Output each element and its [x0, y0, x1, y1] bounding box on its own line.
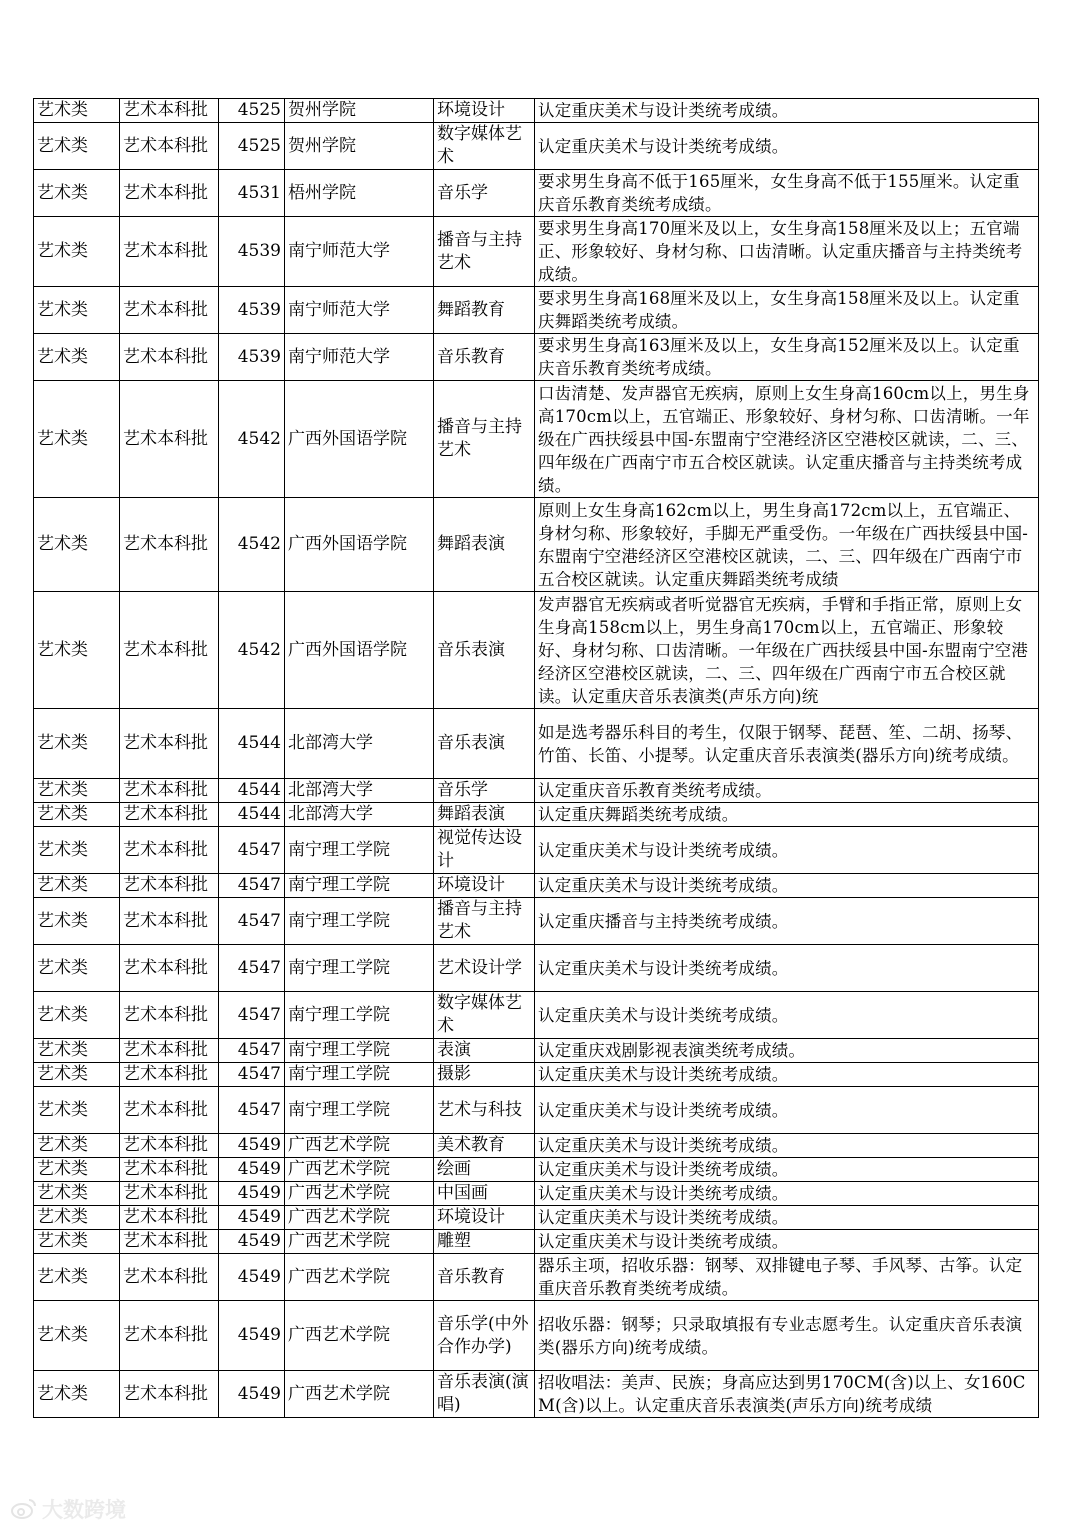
cell-code: 4544	[219, 709, 285, 779]
cell-major: 音乐学	[434, 170, 535, 217]
cell-batch: 艺术本科批	[120, 123, 219, 170]
cell-batch: 艺术本科批	[120, 1182, 219, 1206]
cell-category: 艺术类	[34, 99, 120, 123]
cell-major: 雕塑	[434, 1230, 535, 1254]
cell-category: 艺术类	[34, 874, 120, 898]
cell-batch: 艺术本科批	[120, 827, 219, 874]
cell-notes: 认定重庆美术与设计类统考成绩。	[535, 945, 1039, 992]
cell-code: 4539	[219, 287, 285, 334]
cell-school: 贺州学院	[285, 99, 434, 123]
cell-major: 中国画	[434, 1182, 535, 1206]
cell-school: 南宁理工学院	[285, 827, 434, 874]
cell-notes: 认定重庆美术与设计类统考成绩。	[535, 1230, 1039, 1254]
cell-batch: 艺术本科批	[120, 1371, 219, 1418]
cell-notes: 认定重庆美术与设计类统考成绩。	[535, 99, 1039, 123]
cell-batch: 艺术本科批	[120, 592, 219, 709]
cell-batch: 艺术本科批	[120, 170, 219, 217]
cell-major: 摄影	[434, 1063, 535, 1087]
cell-notes: 要求男生身高不低于165厘米，女生身高不低于155厘米。认定重庆音乐教育类统考成绩。	[535, 170, 1039, 217]
cell-code: 4547	[219, 1063, 285, 1087]
cell-major: 音乐学(中外合作办学)	[434, 1301, 535, 1371]
cell-code: 4547	[219, 827, 285, 874]
cell-category: 艺术类	[34, 945, 120, 992]
cell-notes: 认定重庆美术与设计类统考成绩。	[535, 1063, 1039, 1087]
table-row	[34, 1230, 1039, 1254]
cell-notes: 要求男生身高163厘米及以上，女生身高152厘米及以上。认定重庆音乐教育类统考成绩。	[535, 334, 1039, 381]
cell-batch: 艺术本科批	[120, 1206, 219, 1230]
table-row	[34, 498, 1039, 592]
cell-school: 广西艺术学院	[285, 1230, 434, 1254]
cell-batch: 艺术本科批	[120, 1134, 219, 1158]
cell-batch: 艺术本科批	[120, 779, 219, 803]
table-row	[34, 1371, 1039, 1418]
cell-notes: 要求男生身高168厘米及以上，女生身高158厘米及以上。认定重庆舞蹈类统考成绩。	[535, 287, 1039, 334]
cell-code: 4549	[219, 1182, 285, 1206]
cell-school: 广西外国语学院	[285, 381, 434, 498]
cell-category: 艺术类	[34, 287, 120, 334]
cell-code: 4547	[219, 898, 285, 945]
cell-code: 4542	[219, 592, 285, 709]
table-row	[34, 827, 1039, 874]
cell-category: 艺术类	[34, 170, 120, 217]
cell-code: 4542	[219, 498, 285, 592]
cell-code: 4547	[219, 874, 285, 898]
cell-code: 4544	[219, 803, 285, 827]
cell-batch: 艺术本科批	[120, 874, 219, 898]
cell-major: 舞蹈教育	[434, 287, 535, 334]
cell-batch: 艺术本科批	[120, 1301, 219, 1371]
cell-major: 艺术与科技	[434, 1087, 535, 1134]
cell-code: 4531	[219, 170, 285, 217]
cell-major: 音乐教育	[434, 334, 535, 381]
cell-batch: 艺术本科批	[120, 1230, 219, 1254]
cell-code: 4547	[219, 945, 285, 992]
cell-code: 4549	[219, 1206, 285, 1230]
cell-notes: 认定重庆美术与设计类统考成绩。	[535, 992, 1039, 1039]
cell-batch: 艺术本科批	[120, 381, 219, 498]
watermark	[10, 1494, 126, 1524]
cell-notes: 器乐主项，招收乐器：钢琴、双排键电子琴、手风琴、古筝。认定重庆音乐教育类统考成绩。	[535, 1254, 1039, 1301]
cell-category: 艺术类	[34, 381, 120, 498]
cell-major: 环境设计	[434, 99, 535, 123]
cell-category: 艺术类	[34, 334, 120, 381]
cell-code: 4549	[219, 1254, 285, 1301]
cell-school: 广西艺术学院	[285, 1206, 434, 1230]
cell-school: 南宁师范大学	[285, 287, 434, 334]
table-row	[34, 217, 1039, 287]
cell-notes: 口齿清楚、发声器官无疾病，原则上女生身高160cm以上，男生身高170cm以上，五官端正、形象较好、身材匀称、口齿清晰。一年级在广西扶绥县中国-东盟南宁空港经济区空港校区就读，二、三、四年级在广西南宁市五合校区就读。认定重庆播音与主持类统考成绩。	[535, 381, 1039, 498]
table-row	[34, 170, 1039, 217]
table-row	[34, 123, 1039, 170]
cell-notes: 发声器官无疾病或者听觉器官无疾病，手臂和手指正常，原则上女生身高158cm以上，男生身高170cm以上，五官端正、形象较好、身材匀称、口齿清晰。一年级在广西扶绥县中国-东盟南宁空港经济区空港校区就读，二、三、四年级在广西南宁市五合校区就读。认定重庆音乐表演类(声乐方向)统	[535, 592, 1039, 709]
cell-notes: 原则上女生身高162cm以上，男生身高172cm以上，五官端正、身材匀称、形象较好，手脚无严重受伤。一年级在广西扶绥县中国-东盟南宁空港经济区空港校区就读，二、三、四年级在广西南宁市五合校区就读。认定重庆舞蹈类统考成绩	[535, 498, 1039, 592]
cell-notes: 认定重庆美术与设计类统考成绩。	[535, 1087, 1039, 1134]
cell-major: 音乐表演	[434, 709, 535, 779]
cell-category: 艺术类	[34, 709, 120, 779]
cell-category: 艺术类	[34, 1206, 120, 1230]
cell-category: 艺术类	[34, 1301, 120, 1371]
table-row	[34, 1039, 1039, 1063]
cell-code: 4547	[219, 1087, 285, 1134]
cell-category: 艺术类	[34, 1230, 120, 1254]
cell-category: 艺术类	[34, 779, 120, 803]
cell-category: 艺术类	[34, 1182, 120, 1206]
cell-notes: 认定重庆播音与主持类统考成绩。	[535, 898, 1039, 945]
cell-school: 南宁师范大学	[285, 334, 434, 381]
cell-major: 音乐表演(演唱)	[434, 1371, 535, 1418]
cell-major: 数字媒体艺术	[434, 123, 535, 170]
cell-school: 贺州学院	[285, 123, 434, 170]
cell-school: 南宁理工学院	[285, 1063, 434, 1087]
cell-major: 表演	[434, 1039, 535, 1063]
cell-school: 广西艺术学院	[285, 1134, 434, 1158]
cell-school: 南宁理工学院	[285, 945, 434, 992]
cell-batch: 艺术本科批	[120, 1254, 219, 1301]
table-row	[34, 709, 1039, 779]
cell-code: 4525	[219, 99, 285, 123]
cell-major: 数字媒体艺术	[434, 992, 535, 1039]
cell-major: 环境设计	[434, 1206, 535, 1230]
cell-major: 视觉传达设计	[434, 827, 535, 874]
table-row	[34, 992, 1039, 1039]
cell-batch: 艺术本科批	[120, 334, 219, 381]
cell-notes: 招收乐器：钢琴；只录取填报有专业志愿考生。认定重庆音乐表演类(器乐方向)统考成绩。	[535, 1301, 1039, 1371]
table-row	[34, 874, 1039, 898]
cell-category: 艺术类	[34, 1039, 120, 1063]
watermark-text: 大数跨境	[42, 1498, 126, 1522]
cell-notes: 要求男生身高170厘米及以上，女生身高158厘米及以上；五官端正、形象较好、身材匀称、口齿清晰。认定重庆播音与主持类统考成绩。	[535, 217, 1039, 287]
cell-category: 艺术类	[34, 1158, 120, 1182]
cell-major: 舞蹈表演	[434, 803, 535, 827]
table-row	[34, 1158, 1039, 1182]
cell-code: 4544	[219, 779, 285, 803]
table-row	[34, 381, 1039, 498]
cell-major: 播音与主持艺术	[434, 898, 535, 945]
cell-notes: 认定重庆美术与设计类统考成绩。	[535, 1182, 1039, 1206]
cell-batch: 艺术本科批	[120, 945, 219, 992]
cell-school: 南宁理工学院	[285, 1039, 434, 1063]
cell-school: 南宁理工学院	[285, 992, 434, 1039]
cell-category: 艺术类	[34, 827, 120, 874]
cell-code: 4547	[219, 992, 285, 1039]
cell-category: 艺术类	[34, 592, 120, 709]
cell-category: 艺术类	[34, 898, 120, 945]
cell-category: 艺术类	[34, 1371, 120, 1418]
cell-batch: 艺术本科批	[120, 898, 219, 945]
cell-school: 南宁理工学院	[285, 874, 434, 898]
table-row	[34, 334, 1039, 381]
cell-major: 美术教育	[434, 1134, 535, 1158]
cell-notes: 认定重庆美术与设计类统考成绩。	[535, 1134, 1039, 1158]
cell-code: 4539	[219, 334, 285, 381]
table-row	[34, 1063, 1039, 1087]
table-row	[34, 99, 1039, 123]
cell-category: 艺术类	[34, 123, 120, 170]
cell-notes: 认定重庆音乐教育类统考成绩。	[535, 779, 1039, 803]
cell-school: 广西艺术学院	[285, 1254, 434, 1301]
cell-notes: 认定重庆美术与设计类统考成绩。	[535, 1158, 1039, 1182]
cell-code: 4549	[219, 1158, 285, 1182]
cell-school: 北部湾大学	[285, 779, 434, 803]
table-row	[34, 803, 1039, 827]
cell-batch: 艺术本科批	[120, 99, 219, 123]
cell-school: 北部湾大学	[285, 803, 434, 827]
admissions-table	[33, 98, 1039, 1418]
cell-code: 4549	[219, 1301, 285, 1371]
cell-school: 广西艺术学院	[285, 1158, 434, 1182]
table-row	[34, 779, 1039, 803]
cell-code: 4549	[219, 1371, 285, 1418]
cell-batch: 艺术本科批	[120, 803, 219, 827]
cell-code: 4542	[219, 381, 285, 498]
table-row	[34, 287, 1039, 334]
table-row	[34, 898, 1039, 945]
cell-school: 广西外国语学院	[285, 498, 434, 592]
cell-school: 南宁理工学院	[285, 1087, 434, 1134]
cell-batch: 艺术本科批	[120, 287, 219, 334]
cell-notes: 招收唱法：美声、民族；身高应达到男170CM(含)以上、女160CM(含)以上。认定重庆音乐表演类(声乐方向)统考成绩	[535, 1371, 1039, 1418]
table-row	[34, 1087, 1039, 1134]
table-row	[34, 945, 1039, 992]
cell-notes: 认定重庆舞蹈类统考成绩。	[535, 803, 1039, 827]
cell-notes: 认定重庆戏剧影视表演类统考成绩。	[535, 1039, 1039, 1063]
table-body	[34, 99, 1039, 1418]
cell-major: 舞蹈表演	[434, 498, 535, 592]
cell-category: 艺术类	[34, 992, 120, 1039]
cell-school: 南宁师范大学	[285, 217, 434, 287]
cell-batch: 艺术本科批	[120, 992, 219, 1039]
cell-school: 广西外国语学院	[285, 592, 434, 709]
cell-code: 4549	[219, 1230, 285, 1254]
cell-code: 4547	[219, 1039, 285, 1063]
table-row	[34, 1254, 1039, 1301]
cell-major: 播音与主持艺术	[434, 381, 535, 498]
cell-category: 艺术类	[34, 1134, 120, 1158]
table-row	[34, 1206, 1039, 1230]
table-row	[34, 1182, 1039, 1206]
cell-category: 艺术类	[34, 1063, 120, 1087]
cell-notes: 认定重庆美术与设计类统考成绩。	[535, 123, 1039, 170]
cell-batch: 艺术本科批	[120, 709, 219, 779]
cell-major: 音乐表演	[434, 592, 535, 709]
cell-school: 北部湾大学	[285, 709, 434, 779]
cell-major: 绘画	[434, 1158, 535, 1182]
cell-category: 艺术类	[34, 803, 120, 827]
cell-school: 南宁理工学院	[285, 898, 434, 945]
table-row	[34, 592, 1039, 709]
cell-school: 梧州学院	[285, 170, 434, 217]
cell-notes: 如是选考器乐科目的考生，仅限于钢琴、琵琶、笙、二胡、扬琴、竹笛、长笛、小提琴。认定重庆音乐表演类(器乐方向)统考成绩。	[535, 709, 1039, 779]
table-row	[34, 1134, 1039, 1158]
cell-code: 4539	[219, 217, 285, 287]
cell-code: 4525	[219, 123, 285, 170]
cell-batch: 艺术本科批	[120, 1158, 219, 1182]
cell-category: 艺术类	[34, 498, 120, 592]
cell-batch: 艺术本科批	[120, 217, 219, 287]
cell-major: 音乐学	[434, 779, 535, 803]
cell-code: 4549	[219, 1134, 285, 1158]
cell-batch: 艺术本科批	[120, 1063, 219, 1087]
cell-category: 艺术类	[34, 217, 120, 287]
cell-batch: 艺术本科批	[120, 1087, 219, 1134]
cell-school: 广西艺术学院	[285, 1371, 434, 1418]
table-row	[34, 1301, 1039, 1371]
weibo-logo-icon	[10, 1495, 38, 1523]
cell-major: 艺术设计学	[434, 945, 535, 992]
cell-notes: 认定重庆美术与设计类统考成绩。	[535, 1206, 1039, 1230]
cell-batch: 艺术本科批	[120, 498, 219, 592]
cell-school: 广西艺术学院	[285, 1182, 434, 1206]
cell-category: 艺术类	[34, 1254, 120, 1301]
cell-school: 广西艺术学院	[285, 1301, 434, 1371]
cell-major: 播音与主持艺术	[434, 217, 535, 287]
cell-major: 音乐教育	[434, 1254, 535, 1301]
cell-notes: 认定重庆美术与设计类统考成绩。	[535, 827, 1039, 874]
cell-batch: 艺术本科批	[120, 1039, 219, 1063]
cell-notes: 认定重庆美术与设计类统考成绩。	[535, 874, 1039, 898]
cell-major: 环境设计	[434, 874, 535, 898]
cell-category: 艺术类	[34, 1087, 120, 1134]
